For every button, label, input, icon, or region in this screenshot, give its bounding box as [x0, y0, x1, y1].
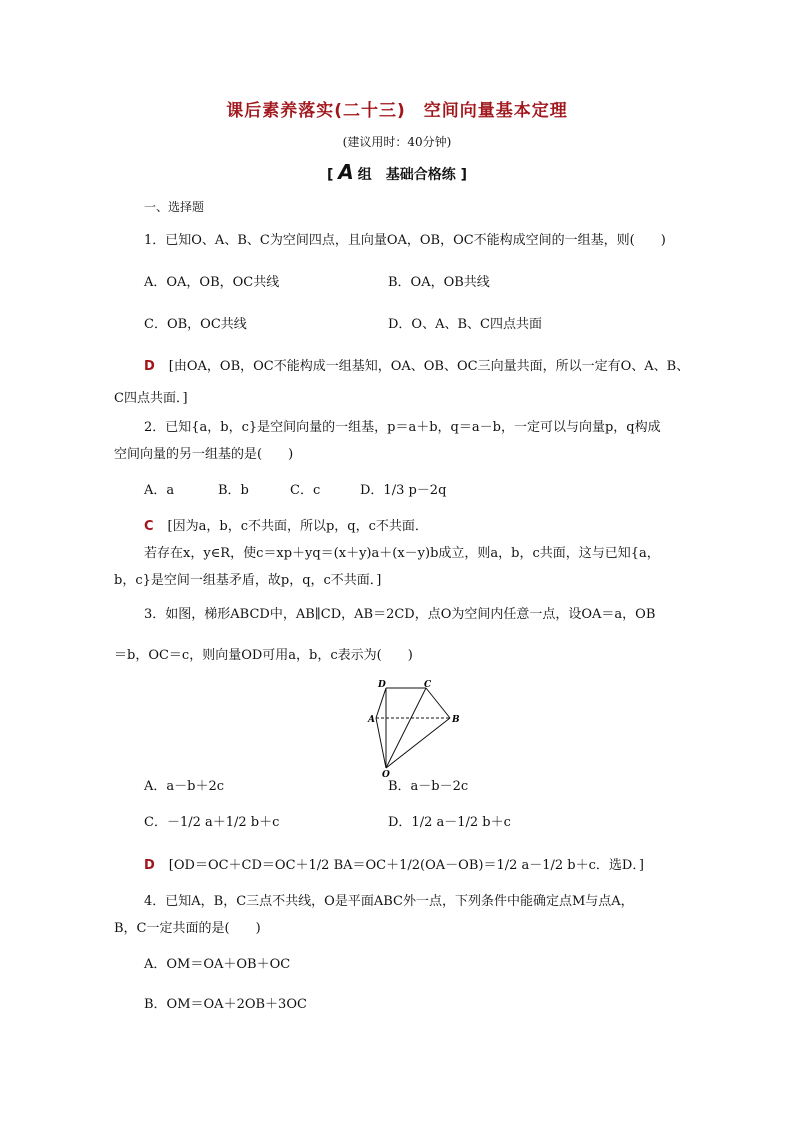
- question-3-stem-cont: ＝b，OC＝c，则向量OD可用a，b，c表示为( ): [114, 648, 413, 663]
- q1-solution-cont: C四点共面．]: [114, 391, 188, 406]
- q3-option-d: D．1/2 a－1/2 b＋c: [388, 815, 511, 830]
- q2-option-b: B．b: [218, 483, 249, 498]
- q4-option-a: A．OM＝OA＋OB＋OC: [144, 957, 291, 972]
- label-d: D: [378, 680, 386, 690]
- edge-da: [376, 688, 386, 718]
- q3-option-c: C．－1/2 a＋1/2 b＋c: [144, 815, 280, 830]
- group-letter: A: [338, 160, 354, 184]
- group-heading: [ A 组 基础合格练 ]: [326, 160, 468, 184]
- q1-option-b: B．OA，OB共线: [388, 275, 490, 290]
- question-4-stem: 4．已知A，B，C三点不共线，O是平面ABC外一点，下列条件中能确定点M与点A，: [144, 894, 634, 909]
- edge-oc: [386, 688, 426, 768]
- section-heading: 一、选择题: [144, 200, 205, 214]
- q1-option-c: C．OB，OC共线: [144, 317, 247, 332]
- q2-option-c: C．c: [290, 483, 321, 498]
- q3-option-b: B．a－b－2c: [388, 779, 469, 794]
- q3-option-a: A．a－b＋2c: [144, 779, 225, 794]
- label-c: C: [424, 680, 432, 690]
- q1-solution: D [由OA，OB，OC不能构成一组基知，OA、OB、OC三向量共面，所以一定有O、A、B、: [144, 359, 690, 374]
- q2-solution: C [因为a，b，c不共面，所以p，q，c不共面．: [144, 519, 428, 534]
- edge-cb: [426, 688, 450, 718]
- page-title: 课后素养落实(二十三) 空间向量基本定理: [226, 101, 568, 121]
- question-3-stem: 3．如图，梯形ABCD中，AB∥CD，AB＝2CD，点O为空间内任意一点，设OA＝a，OB: [144, 607, 656, 622]
- q2-option-d: D．1/3 p－2q: [360, 483, 447, 498]
- label-a: A: [368, 715, 375, 725]
- q1-option-a: A．OA，OB，OC共线: [144, 275, 280, 290]
- label-o: O: [382, 770, 390, 780]
- q2-answer: C: [144, 519, 154, 534]
- edge-ob: [386, 718, 450, 768]
- question-4-stem-cont: B，C一定共面的是( ): [114, 921, 261, 936]
- label-b: B: [452, 715, 460, 725]
- q3-solution: D [OD＝OC＋CD＝OC＋1/2 BA＝OC＋1/2(OA－OB)＝1/2 a－1/2 b＋c．选D．]: [144, 858, 644, 873]
- q1-option-d: D．O、A、B、C四点共面: [388, 317, 542, 332]
- trapezoid-figure: [364, 678, 464, 780]
- suggested-time: (建议用时：40分钟): [342, 135, 452, 149]
- edge-oa: [376, 718, 386, 768]
- question-2-stem: 2．已知{a，b，c}是空间向量的一组基，p＝a＋b，q＝a－b，一定可以与向量p，q构成: [144, 420, 661, 435]
- q2-solution-cont-1: 若存在x，y∈R，使c＝xp＋yq＝(x＋y)a＋(x－y)b成立，则a，b，c共面，这与已知{a，: [144, 546, 660, 561]
- q4-option-b: B．OM＝OA＋2OB＋3OC: [144, 997, 307, 1012]
- q1-answer: D: [144, 359, 155, 374]
- q2-solution-cont-2: b，c}是空间一组基矛盾，故p，q，c不共面．]: [114, 573, 382, 588]
- q3-answer: D: [144, 858, 155, 873]
- question-1-stem: 1．已知O、A、B、C为空间四点，且向量OA，OB，OC不能构成空间的一组基，则( ): [144, 233, 666, 248]
- question-2-stem-cont: 空间向量的另一组基的是( ): [114, 447, 294, 462]
- q2-option-a: A．a: [144, 483, 175, 498]
